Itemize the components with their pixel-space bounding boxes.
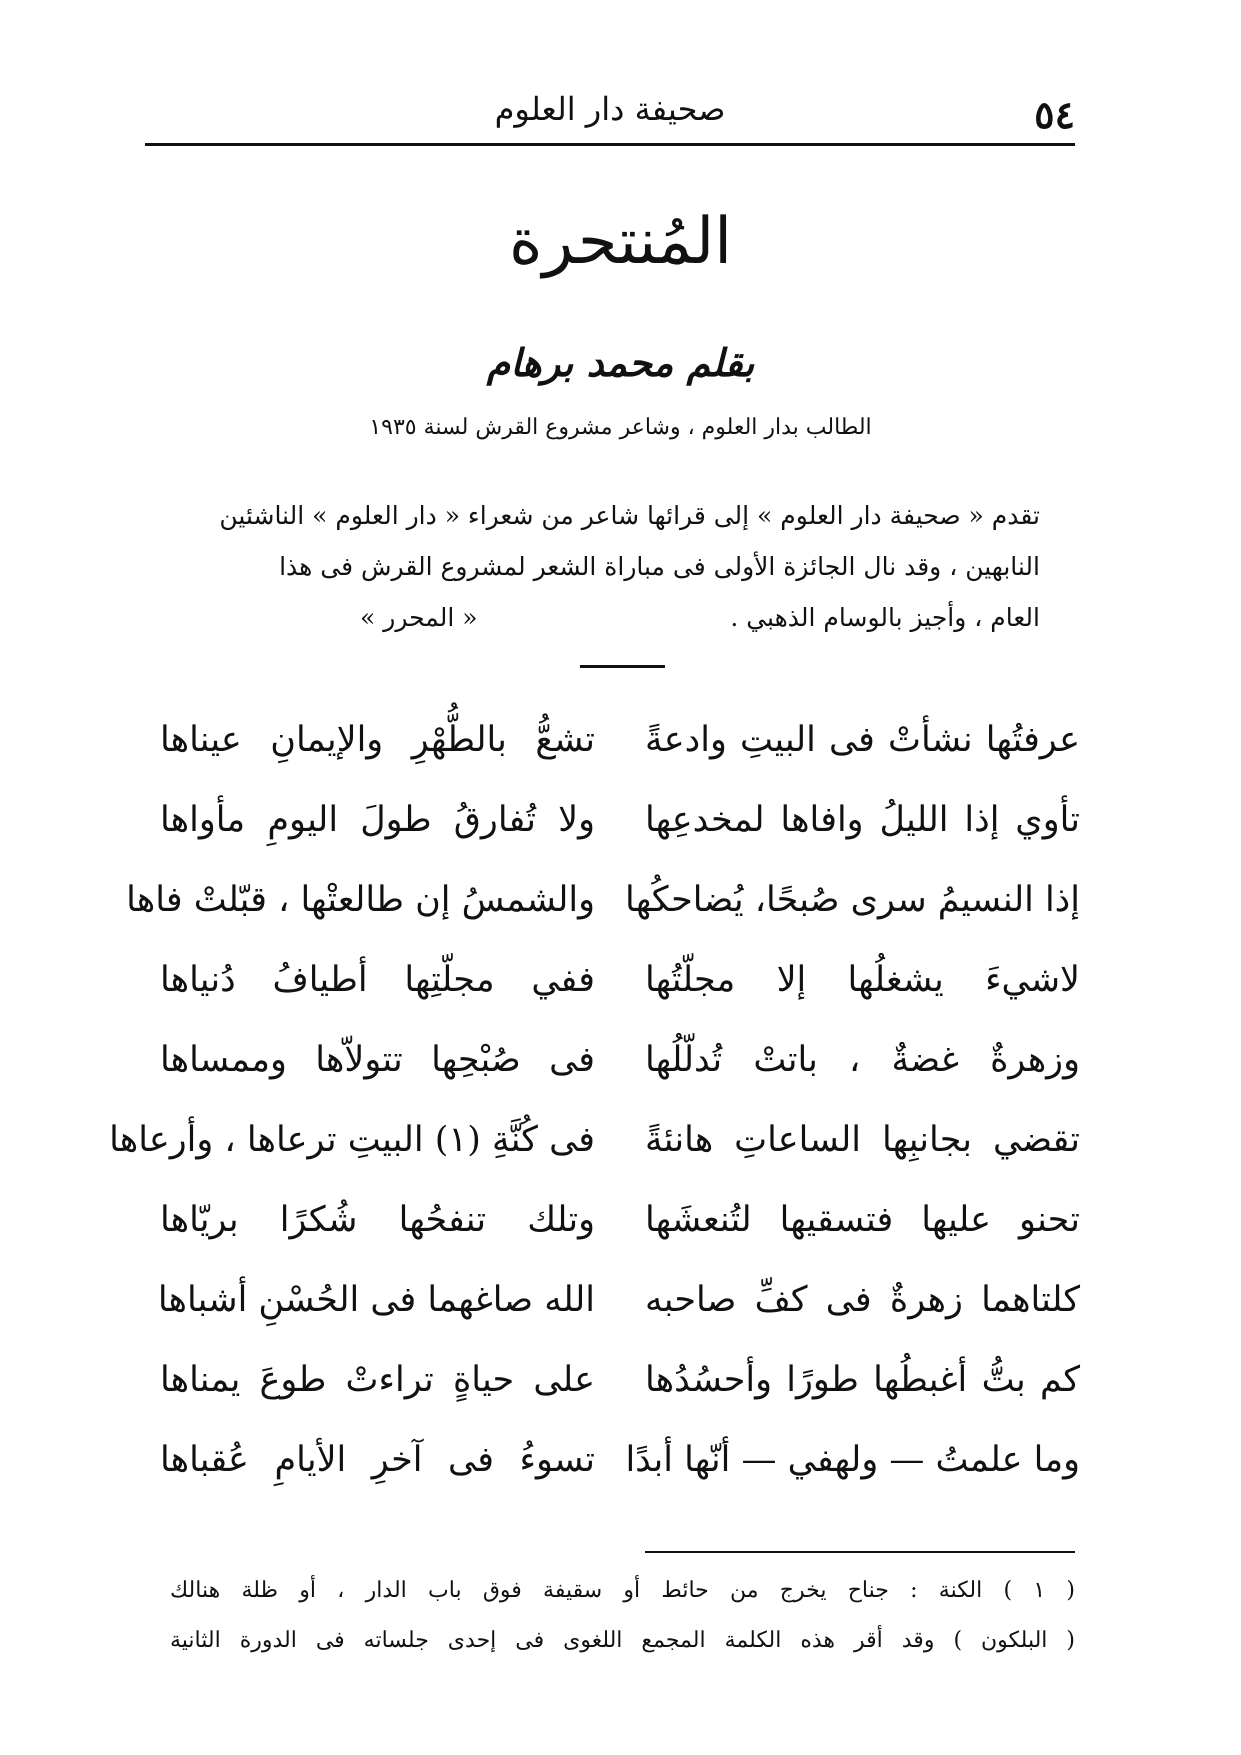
intro-last-line <box>210 592 1040 643</box>
verse-first-hemistich: لاشيءَ يشغلُها إلا مجلّتُها <box>645 960 1080 1000</box>
verse-first-hemistich: تقضي بجانبِها الساعاتِ هانئةً <box>645 1120 1080 1160</box>
verse-second-hemistich: الله صاغهما فى الحُسْنِ أشباها <box>157 1280 595 1320</box>
page-number: ٥٤ <box>1034 92 1075 137</box>
author-description: الطالب بدار العلوم ، وشاعر مشروع القرش لسنة ١٩٣٥ <box>369 415 872 440</box>
verse-first-hemistich: عرفتُها نشأتْ فى البيتِ وادعةً <box>645 720 1080 760</box>
header-rule <box>145 143 1075 146</box>
verse-second-hemistich: فى كُنَّةِ (١) البيتِ ترعاها ، وأرعاها <box>109 1120 595 1160</box>
footnote-line: ( البلكون ) وقد أقر هذه الكلمة المجمع اللغوى فى إحدى جلساته فى الدورة الثانية <box>170 1628 1075 1653</box>
running-title: صحيفة دار العلوم <box>494 90 726 128</box>
poem-verse <box>157 1260 1080 1340</box>
poem-verse <box>160 780 1080 860</box>
poem-verse <box>160 1020 1080 1100</box>
verse-first-hemistich: كم بتُّ أغبطُها طورًا وأحسُدُها <box>645 1360 1080 1400</box>
verse-second-hemistich: تسوءُ فى آخرِ الأيامِ عُقباها <box>160 1440 595 1480</box>
verse-first-hemistich: إذا النسيمُ سرى صُبحًا، يُضاحكُها <box>625 880 1080 920</box>
verse-first-hemistich: تأوي إذا الليلُ وافاها لمخدعِها <box>645 800 1080 840</box>
verse-second-hemistich: والشمسُ إن طالعتْها ، قبّلتْ فاها <box>126 880 595 920</box>
poem-verse <box>160 1420 1080 1500</box>
intro-signature: « المحرر » <box>360 603 478 632</box>
verse-second-hemistich: فى صُبْحِها تتولاّها وممساها <box>160 1040 595 1080</box>
poem <box>109 700 1080 1500</box>
intro-line: النابهين ، وقد نال الجائزة الأولى فى مباراة الشعر لمشروع القرش فى هذا <box>279 552 1040 581</box>
footnote-rule <box>645 1551 1075 1553</box>
footnote-line: ( ١ ) الكنة : جناح يخرج من حائط أو سقيفة فوق باب الدار ، أو ظلة هنالك <box>170 1578 1076 1603</box>
section-separator <box>580 665 665 668</box>
poem-verse <box>160 940 1080 1020</box>
poem-verse <box>160 1180 1080 1260</box>
verse-first-hemistich: كلتاهما زهرةٌ فى كفِّ صاحبه <box>645 1280 1080 1320</box>
author-byline: بقلم محمد برهام <box>486 340 755 385</box>
poem-verse <box>160 1340 1080 1420</box>
verse-second-hemistich: تشعُّ بالطُّهْرِ والإيمانِ عيناها <box>160 720 595 760</box>
verse-first-hemistich: وزهرةٌ غضةٌ ، باتتْ تُدلّلُها <box>645 1040 1080 1080</box>
page-header <box>145 84 1075 144</box>
verse-second-hemistich: على حياةٍ تراءتْ طوعَ يمناها <box>160 1360 595 1400</box>
verse-second-hemistich: وتلك تنفحُها شُكرًا بريّاها <box>160 1200 595 1240</box>
footnote <box>170 1566 1075 1666</box>
verse-first-hemistich: تحنو عليها فتسقيها لتُنعشَها <box>645 1200 1080 1240</box>
verse-second-hemistich: ولا تُفارقُ طولَ اليومِ مأواها <box>160 800 595 840</box>
editor-intro <box>210 490 1040 643</box>
poem-verse <box>109 1100 1080 1180</box>
poem-verse <box>160 700 1080 780</box>
poem-verse <box>126 860 1080 940</box>
intro-line: العام ، وأجيز بالوسام الذهبي . <box>730 603 1040 632</box>
verse-second-hemistich: ففي مجلّتِها أطيافُ دُنياها <box>160 960 595 1000</box>
verse-first-hemistich: وما علمتُ — ولهفي — أنّها أبدًا <box>625 1440 1080 1480</box>
article-title: المُنتحرة <box>508 205 733 279</box>
intro-line: تقدم « صحيفة دار العلوم » إلى قرائها شاعر من شعراء « دار العلوم » الناشئين <box>219 501 1040 530</box>
